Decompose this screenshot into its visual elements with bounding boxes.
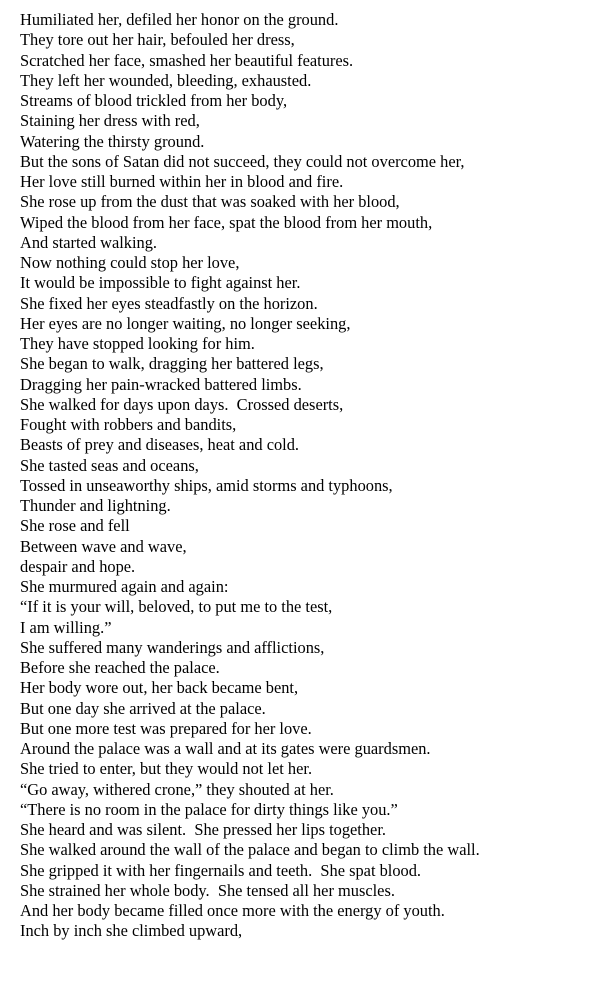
text-line: They tore out her hair, befouled her dress, [20,30,295,50]
text-line: Streams of blood trickled from her body, [20,91,288,110]
text-line: Before she reached the palace. [20,658,220,677]
text-line: Around the palace was a wall and at its gates were guardsmen. [20,739,431,758]
text-line: She began to walk, dragging her battered legs, [20,354,324,374]
text-line: “Go away, withered crone,” they shouted at her. [20,779,334,799]
text-line: She rose up from the dust that was soaked with her blood, [20,192,400,212]
text-line: And her body became filled once more with the energy of youth. [20,901,445,920]
text-line: And started walking. [20,232,158,252]
text-line: Humiliated her, defiled her honor on the ground. [20,10,339,29]
text-line: despair and hope. [20,556,136,576]
text-line: It would be impossible to fight against her. [20,273,301,293]
text-line: Now nothing could stop her love, [20,253,240,272]
text-line: Inch by inch she climbed upward, [20,921,243,941]
text-line: She tried to enter, but they would not let her. [20,759,313,779]
text-line: “If it is your will, beloved, to put me to the test, [20,597,333,617]
text-line: They left her wounded, bleeding, exhausted. [20,70,312,90]
text-line: But one more test was prepared for her love. [20,718,312,738]
text-line: Fought with robbers and bandits, [20,415,237,434]
text-line: Beasts of prey and diseases, heat and cold. [20,435,300,455]
text-line: “There is no room in the palace for dirty things like you.” [20,799,398,819]
text-line: Scratched her face, smashed her beautiful features. [20,50,354,70]
text-line: Wiped the blood from her face, spat the blood from her mouth, [20,212,433,232]
text-line: She tasted seas and oceans, [20,455,199,475]
text-line: Tossed in unseaworthy ships, amid storms and typhoons, [20,475,393,495]
text-line: Staining her dress with red, [20,111,200,131]
text-line: But one day she arrived at the palace. [20,698,266,718]
text-line: Her love still burned within her in blood and fire. [20,172,344,191]
text-line: She walked around the wall of the palace and began to climb the wall. [20,840,480,860]
text-line: She gripped it with her fingernails and teeth. She spat blood. [20,860,422,880]
text-line: She fixed her eyes steadfastly on the horizon. [20,293,318,313]
text-line: I am willing.” [20,617,112,637]
text-line: Her eyes are no longer waiting, no longer seeking, [20,313,351,333]
text-line: Between wave and wave, [20,536,187,556]
document-page [20,10,590,942]
text-line: She heard and was silent. She pressed her lips together. [20,820,386,839]
text-line: Thunder and lightning. [20,496,171,515]
text-line: They have stopped looking for him. [20,334,255,353]
text-line: Dragging her pain-wracked battered limbs. [20,374,302,394]
text-line: She rose and fell [20,516,130,536]
text-line: She strained her whole body. She tensed all her muscles. [20,880,395,900]
text-line: Her body wore out, her back became bent, [20,678,299,698]
text-line: Watering the thirsty ground. [20,131,205,151]
text-line: She walked for days upon days. Crossed deserts, [20,394,344,414]
text-line: But the sons of Satan did not succeed, they could not overcome her, [20,151,465,171]
text-line: She suffered many wanderings and afflictions, [20,637,325,657]
text-line: She murmured again and again: [20,577,229,596]
